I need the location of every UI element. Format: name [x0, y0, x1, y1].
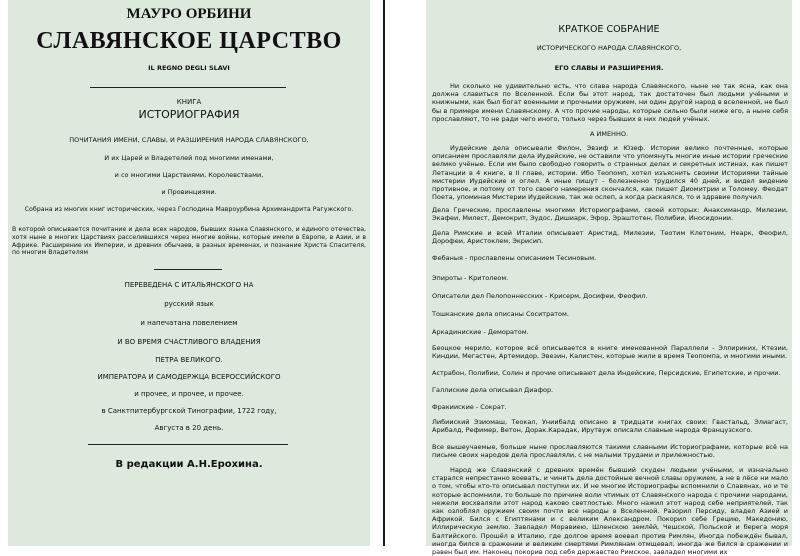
title-line-1: ПОЧИТАНИЯ ИМЕНИ, СЛАВЫ, И РАЗШИРЕНИЯ НАРОДА СЛАВЯНСКОГО,	[69, 136, 309, 144]
paragraph-historiographers: Все вышеучаемые, больше ныне прославляются такими славными Историографами, которые всё на письме своих народов дела прославляли, с не малыми трудами и прилежностью.	[432, 443, 788, 460]
text-line-gallic: Галлиские дела описывал Диафор.	[432, 386, 554, 394]
paragraph-boeotian: Беоцкое мерило, которое всё описывается в книге именованной Параллели - Эллириких, Ктезии, Киндии, Мегастен, Артемидор, Эвезин, Калистен, которые жили в время Теопомпа, и многими иными.	[432, 344, 788, 361]
paragraph-roman: Дела Римские и всей Италии описывает Аристид, Милезии, Теотим Клетоним, Неарк, Феофил, Дорофеи, Аристоклем, Экрисип.	[432, 229, 788, 246]
book-subtitle: IL REGNO DEGLI SLAVI	[148, 64, 230, 72]
translation-line-4: И ВО ВРЕМЯ СЧАСТЛИВОГО ВЛАДЕНИЯ	[117, 338, 261, 346]
translation-line-6: ИМПЕРАТОРА И САМОДЕРЖЦА ВСЕРОССИЙСКОГО	[97, 373, 281, 381]
text-line-theban: Фебаныя - прославлены описанием Тесиновым.	[432, 254, 597, 262]
text-line-thracian: Фракииские - Сократ.	[432, 403, 507, 411]
translation-line-9: Августа в 20 день.	[154, 424, 224, 432]
section-heading: А ИМЕННО.	[589, 130, 629, 138]
translation-line-8: в Санктпитербургской Тинографии, 1722 году,	[101, 407, 277, 415]
translation-line-1: ПЕРЕВЕДЕНА С ИТАЛЬЯНСКОГО НА	[124, 281, 254, 289]
title-line-5: Собрана из многих книг исторических, через Господина Мавроурбина Архимандрита Рагужского.	[24, 206, 354, 213]
title-line-2: И их Царей и Владетелей под многими именами,	[104, 154, 274, 162]
book-main-title: СЛАВЯНСКОЕ ЦАРСТВО	[36, 28, 342, 54]
title-line-3: и со многими Царствиями, Королевствами,	[114, 171, 264, 179]
right-subheading-2: ЕГО СЛАВЫ И РАЗШИРЕНИЯ.	[554, 64, 664, 72]
book-label: КНИГА	[176, 98, 202, 106]
editor-credit: В редакции А.Н.Ерохина.	[115, 459, 263, 470]
author-name: МАУРО ОРБИНИ	[126, 6, 252, 22]
text-line-arcadian: Аркадиниские - Деморатом.	[432, 328, 529, 336]
title-line-4: и Провинциями.	[161, 188, 217, 196]
book-description: В которой описывается почитание и дела всех народов, бывших языка Славянского, и единого отечества, хотя ныне в многих Царствиях расселившихся через многие войны, которые имели в Европе, в Азии, и в Африке. Расширение их Империи, и древних обычаев, в разных временах, и познание Христа Спасителя, по многим Владетелям	[12, 226, 366, 257]
translation-line-7: и прочее, и прочее, и прочее.	[134, 390, 244, 398]
translation-line-2: русский язык	[164, 300, 214, 308]
book-title: ИСТОРИОГРАФИЯ	[138, 108, 240, 121]
divider	[154, 269, 222, 270]
text-line-indian: Астрабон, Полибии, Солин и прочие описывают дела Индейские, Персидские, Египетские, и прочии.	[432, 369, 781, 377]
paragraph-greek: Дела Греческие, прославлены многими Историографами, своей которых: Анаксимандр, Милезии, Экафеи, Милест, Демокрит, Эудос, Дишиарк, Эфор, Эраштотен, Полибии, Иносидонии.	[432, 206, 788, 223]
left-page	[8, 0, 370, 546]
divider	[90, 87, 286, 88]
right-heading: КРАТКОЕ СОБРАНИЕ	[558, 24, 660, 35]
text-line-peloponnese: Описатели дел Пелопоннесских - Крисерм, Досифеи, Феофил.	[432, 292, 648, 300]
translation-line-3: и напечатана повелением	[140, 319, 238, 327]
divider	[88, 444, 288, 445]
text-line-epirus: Эпироты - Критолеом.	[432, 274, 509, 282]
right-subheading-1: ИСТОРИЧЕСКОГО НАРОДА СЛАВЯНСКОГО,	[536, 44, 682, 52]
paragraph-libyan: Либииский Эзиомаш, Теокал, Униибалд описано в тридцати книгах своих: Гвастальд, Элиагаст, Арибалд, Рефимер, Ветон, Дорак.Карадак, Ирутвуж описали славные народа Французского.	[432, 418, 788, 435]
page-separator	[383, 0, 385, 546]
translation-line-5: ПЕТРА ВЕЛИКОГО.	[155, 356, 223, 364]
text-line-tuscan: Тошканские дела описаны Соситратом.	[432, 310, 569, 318]
intro-paragraph: Ни сколько не удивительно есть, что слава народа Славянского, ныне не так ясна, как она должна славиться по Вселенной. Если бы этот народ, так достаточен был людьми учёными и книжными, как был богат военными и прочными оружием, ни один другой народ в вселенной, не был бы в примере имени Славянскому. А что прочие народы, которые сильно были ниже его, а ныне себя прославляют, то не ради чего иного, только через бывших в них людей учёных.	[432, 82, 788, 123]
right-page	[426, 0, 792, 556]
paragraph-slavic-people: Народ же Славянский с древних времён бывший скуден людьми учёными, и изначально старался непрестанно воевать, и чинить дела достойные вечной славы оружием, а не в лёсе ни мало о том, чтобы кто-то описывал поступки их. И не многие Историографы вспомнили о Славянах, но и те которые вспомнили, то больше по причине воли чтимых от Славянского народа с прочими народами, нежели восхваляли этот народ каково светлостью. Много нажил этот народ себе неприятелей, так как озлоблял оружием своим почти все народы в Вселенной. Разорил Персиду, владел Азией и Африкой. Бился с Египтянами и с великим Александром. Покорил себе Грецию, Македонию, Иллирическую землю. Завладел Моравиею, Шленскою землёй, Чешской, Польской и берега моря Балтийского. Прошёл в Италию, где долгое время воевал против Римлян, Иногда побеждён бывал, иногда бился в сражении и великим смертями Римлянам отмщевал, иногда же бился в сражении и равен был им. Наконец покорив под себя державство Римское, завладел многими их	[432, 466, 788, 556]
paragraph-judean: Иудейские дела описывали Филон, Эвзиф и Юзеф. Истории велико почтенные, которые описанием прославляли дела Иудейские, не оставили что упомянуть многие иные истории греческие велико учёные. Если им было свободно говорить о странных делах и секретных истинах, как пишет Летанции в 4 книге, в II главе, истории. Ибо Теопомп, хотел изъяснить своими Историями тайные мистерии Иудейские и оглел. А иные пишут - болезненно трудился 40 дней, и видел видение противное, и потому от того своего намерения скончался, как пишет Диомитрии и Толомеу. Феодат Поета, упоминая Мистерии Иудейские, так же ослеп, а когда раскаялся, то и здравие получил.	[432, 144, 788, 202]
